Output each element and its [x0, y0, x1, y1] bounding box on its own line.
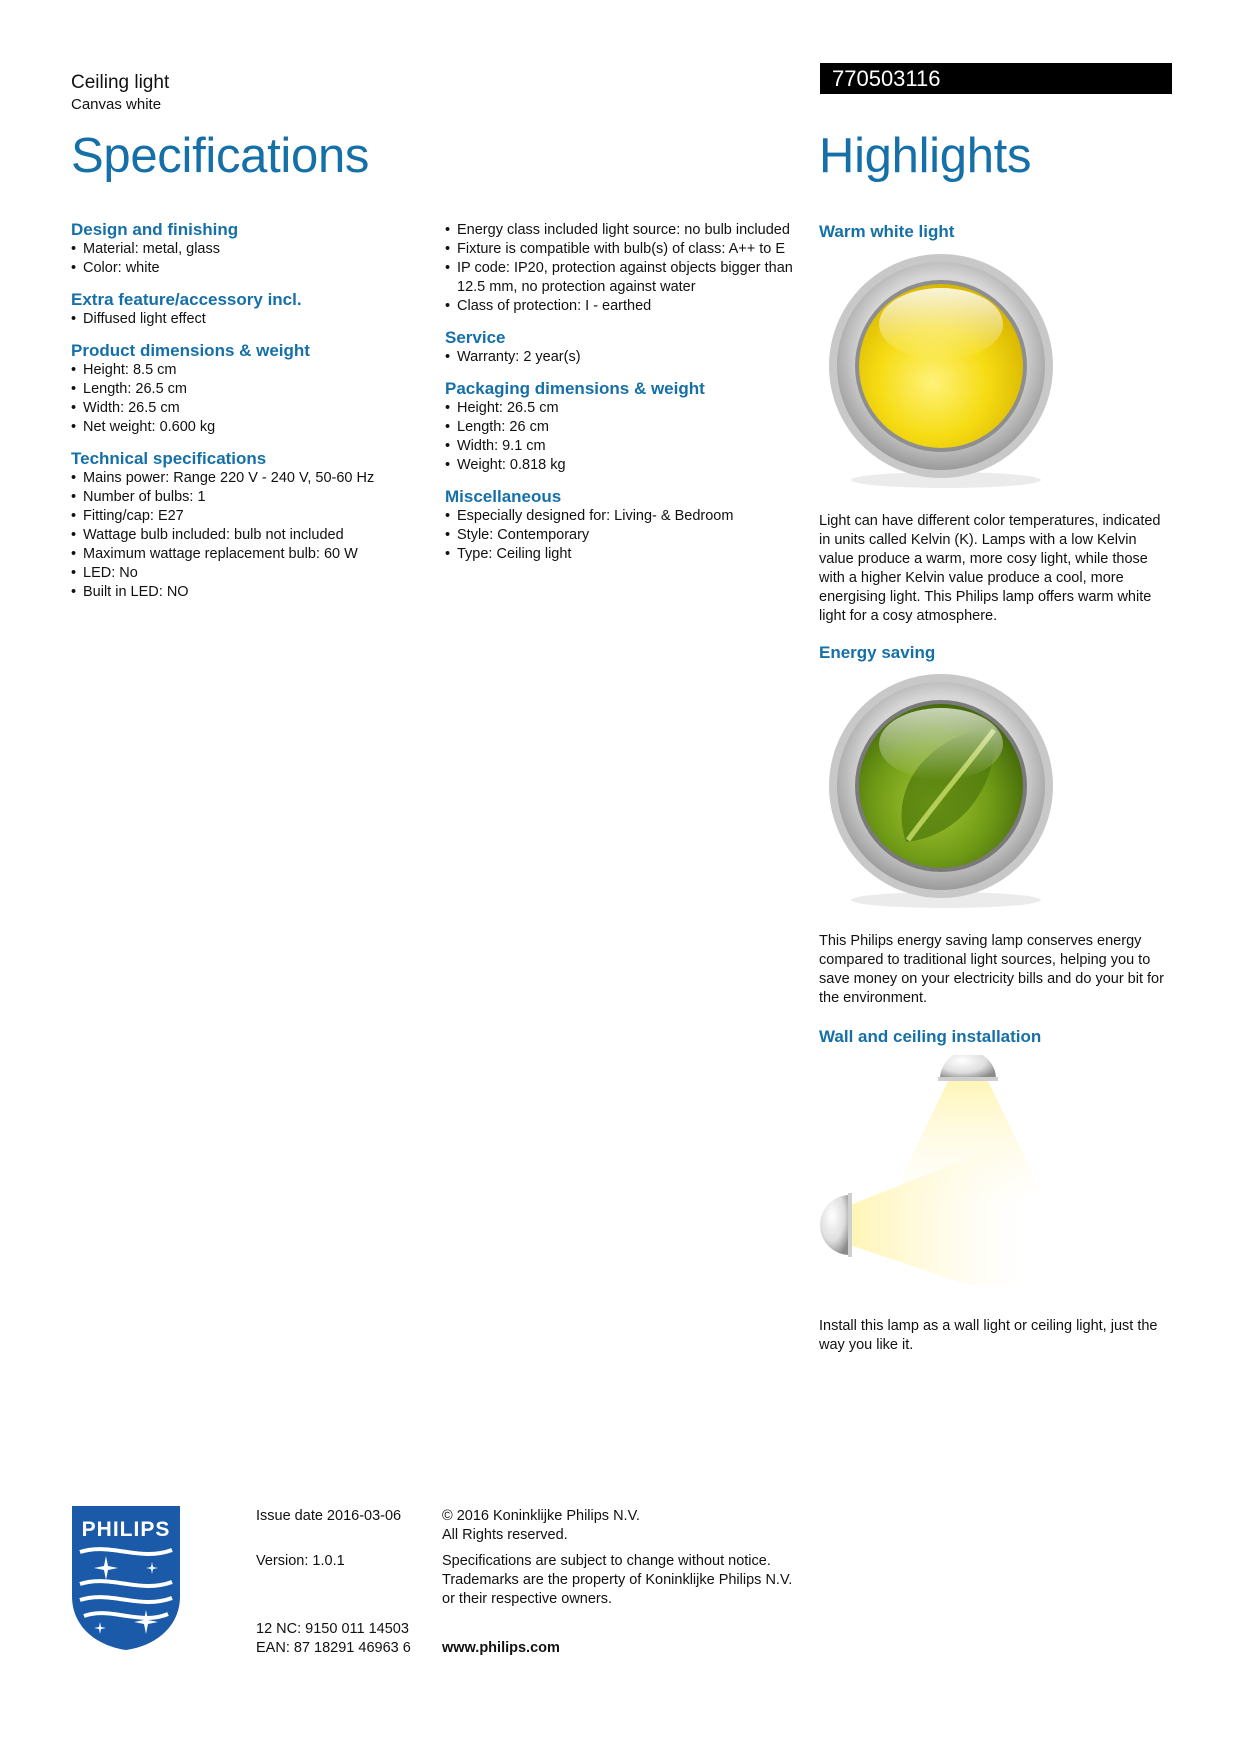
spec-item: • Width: 26.5 cm — [71, 399, 431, 418]
spec-section-product-dimensions — [71, 340, 431, 437]
nc-number: 12 NC: 9150 011 14503 — [256, 1621, 409, 1637]
spec-item: • Style: Contemporary — [445, 526, 815, 545]
spec-section-extra — [71, 289, 431, 329]
spec-item: • Height: 8.5 cm — [71, 361, 431, 380]
spec-item: • Fixture is compatible with bulb(s) of class: A++ to E — [445, 240, 815, 259]
spec-section-service — [445, 327, 815, 367]
spec-item: • LED: No — [71, 564, 431, 583]
spec-section-title: Extra feature/accessory incl. — [71, 290, 302, 309]
spec-section-miscellaneous — [445, 486, 815, 564]
spec-item: • Height: 26.5 cm — [445, 399, 815, 418]
spec-item: • Fitting/cap: E27 — [71, 507, 431, 526]
highlight-text-energy-saving: This Philips energy saving lamp conserves energy compared to traditional light sources, helping you to save money on your electricity bills and do your bit for the environment. — [819, 933, 1164, 1006]
spec-item: • Number of bulbs: 1 — [71, 488, 431, 507]
website-link[interactable]: www.philips.com — [442, 1640, 560, 1656]
highlight-text-warm-white: Light can have different color temperatures, indicated in units called Kelvin (K). Lamps with a low Kelvin value produce a warm, more cosy light, while those with a higher Kelvin value produce a cool, more energising light. This Philips lamp offers warm white light for a cosy atmosphere. — [819, 513, 1161, 624]
spec-item: • Color: white — [71, 259, 431, 278]
spec-section-technical-continued — [445, 221, 815, 316]
highlight-title-wall-ceiling: Wall and ceiling installation — [819, 1027, 1042, 1046]
highlight-title-warm-white: Warm white light — [819, 222, 955, 241]
svg-text:PHILIPS: PHILIPS — [81, 1518, 171, 1541]
disclaimer-line-3: or their respective owners. — [442, 1591, 613, 1607]
warm-white-light-icon — [826, 252, 1066, 492]
specs-column-2 — [445, 221, 815, 575]
specs-column-1 — [71, 219, 431, 613]
rights: All Rights reserved. — [442, 1527, 568, 1543]
spec-item: • Built in LED: NO — [71, 583, 431, 602]
spec-section-title: Miscellaneous — [445, 487, 562, 506]
spec-item: • Net weight: 0.600 kg — [71, 418, 431, 437]
highlight-title-energy-saving: Energy saving — [819, 643, 936, 662]
spec-item: • Type: Ceiling light — [445, 545, 815, 564]
spec-item: • Class of protection: I - earthed — [445, 297, 815, 316]
spec-section-title: Design and finishing — [71, 220, 239, 239]
philips-logo — [70, 1504, 182, 1652]
spec-item: • Length: 26 cm — [445, 418, 815, 437]
spec-section-title: Product dimensions & weight — [71, 341, 310, 360]
spec-item: • Weight: 0.818 kg — [445, 456, 815, 475]
copyright: © 2016 Koninklijke Philips N.V. — [442, 1508, 640, 1524]
spec-item: • IP code: IP20, protection against objects bigger than 12.5 mm, no protection against water — [445, 259, 815, 297]
spec-item: • Material: metal, glass — [71, 240, 431, 259]
spec-section-design — [71, 219, 431, 278]
product-number-badge: 770503116 — [820, 63, 1172, 94]
spec-section-packaging — [445, 378, 815, 475]
spec-item: • Maximum wattage replacement bulb: 60 W — [71, 545, 431, 564]
spec-section-technical — [71, 448, 431, 602]
wall-ceiling-lamp-icon — [818, 1055, 1078, 1285]
leaf-icon — [826, 672, 1066, 912]
specifications-title: Specifications — [71, 129, 370, 183]
spec-item: • Especially designed for: Living- & Bedroom — [445, 507, 815, 526]
spec-item: • Length: 26.5 cm — [71, 380, 431, 399]
product-variant: Canvas white — [71, 96, 162, 113]
disclaimer-line-1: Specifications are subject to change without notice. — [442, 1553, 771, 1569]
spec-section-title: Service — [445, 328, 506, 347]
highlight-text-wall-ceiling: Install this lamp as a wall light or ceiling light, just the way you like it. — [819, 1318, 1158, 1353]
version: Version: 1.0.1 — [256, 1553, 345, 1569]
disclaimer-line-2: Trademarks are the property of Koninklijke Philips N.V. — [442, 1572, 793, 1588]
spec-item: • Energy class included light source: no bulb included — [445, 221, 815, 240]
product-name: Ceiling light — [71, 72, 170, 93]
spec-section-title: Technical specifications — [71, 449, 267, 468]
spec-item: • Warranty: 2 year(s) — [445, 348, 815, 367]
spec-section-title: Packaging dimensions & weight — [445, 379, 705, 398]
issue-date: Issue date 2016-03-06 — [256, 1508, 402, 1524]
spec-item: • Mains power: Range 220 V - 240 V, 50-60 Hz — [71, 469, 431, 488]
spec-item: • Diffused light effect — [71, 310, 431, 329]
highlights-title: Highlights — [819, 129, 1032, 183]
spec-item: • Wattage bulb included: bulb not included — [71, 526, 431, 545]
spec-item: • Width: 9.1 cm — [445, 437, 815, 456]
ean-number: EAN: 87 18291 46963 6 — [256, 1640, 411, 1656]
